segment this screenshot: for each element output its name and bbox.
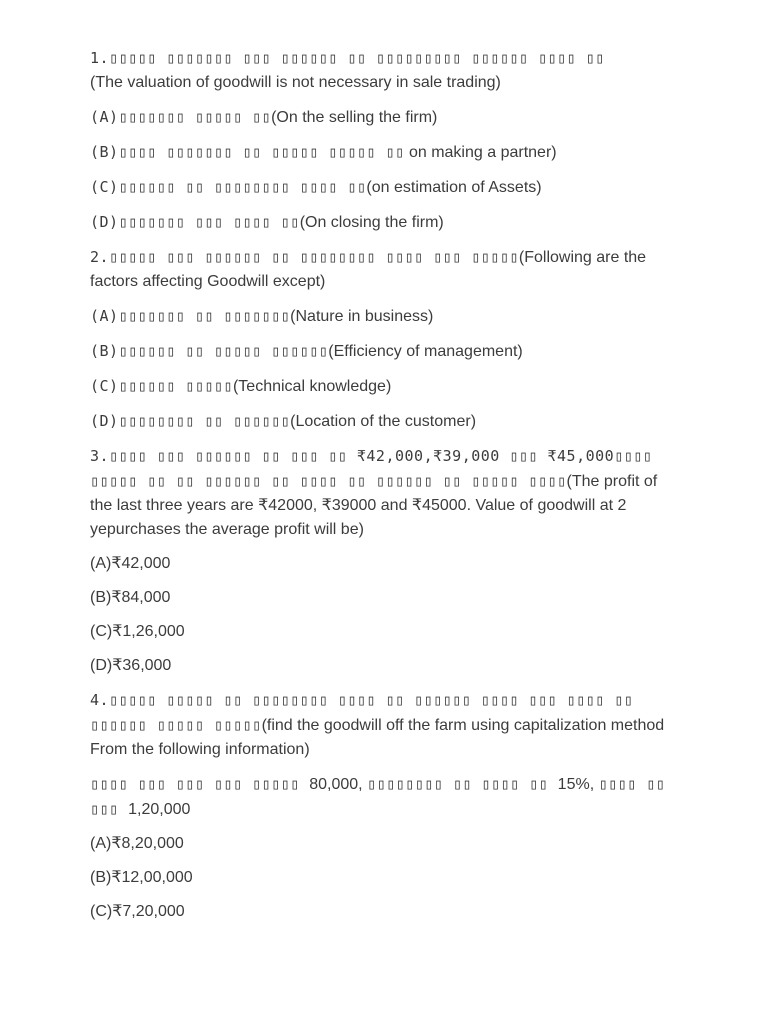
option-text-english: (Nature in business): [290, 308, 434, 325]
question-4-information: [90, 772, 680, 822]
question-3-option-b: [90, 586, 680, 610]
option-text: (C)₹7,20,000: [90, 903, 185, 920]
option-label-hindi: (A)▯▯▯▯▯▯▯ ▯▯▯▯▯ ▯▯: [90, 108, 272, 126]
option-text-english: (On the selling the firm): [271, 109, 438, 126]
option-text: (B)₹84,000: [90, 589, 171, 606]
info-value-3: 1,20,000: [128, 801, 191, 818]
question-2: [90, 245, 680, 294]
question-4-option-a: [90, 832, 680, 856]
document-page: [90, 46, 680, 934]
info-hindi-2: ▯▯▯▯▯▯▯▯ ▯▯ ▯▯▯▯ ▯▯: [367, 775, 558, 793]
option-text: (A)₹42,000: [90, 555, 171, 572]
option-text: (B)₹12,00,000: [90, 869, 193, 886]
option-text-english: (On closing the firm): [299, 214, 444, 231]
option-label-hindi: (C)▯▯▯▯▯▯ ▯▯▯▯▯: [90, 377, 233, 395]
question-1-option-c: [90, 175, 680, 200]
question-3-text-english: (The profit of the last three years are ₹42000, ₹39000 and ₹45000. Value of goodwill at 2 yepurchases the average profit will be): [90, 473, 658, 538]
option-label-hindi: (B)▯▯▯▯▯▯ ▯▯ ▯▯▯▯▯ ▯▯▯▯▯▯: [90, 342, 329, 360]
option-text-english: (Location of the customer): [290, 413, 477, 430]
option-label-hindi: (B)▯▯▯▯ ▯▯▯▯▯▯▯ ▯▯ ▯▯▯▯▯ ▯▯▯▯▯ ▯▯: [90, 143, 405, 161]
option-text-english: (on estimation of Assets): [366, 179, 542, 196]
question-1-option-b: [90, 140, 680, 165]
question-2-option-c: [90, 374, 680, 399]
question-1-option-a: [90, 105, 680, 130]
question-3-option-d: [90, 654, 680, 678]
question-4-text-english: (find the goodwill off the farm using capitalization method From the following information): [90, 717, 665, 758]
option-label-hindi: (C)▯▯▯▯▯▯ ▯▯ ▯▯▯▯▯▯▯▯ ▯▯▯▯ ▯▯: [90, 178, 367, 196]
option-text-english: on making a partner): [404, 144, 557, 161]
info-hindi-1: ▯▯▯▯ ▯▯▯ ▯▯▯ ▯▯▯ ▯▯▯▯▯: [90, 775, 310, 793]
question-3-option-a: [90, 552, 680, 576]
question-1-option-d: [90, 210, 680, 235]
option-text-english: (Technical knowledge): [232, 378, 392, 395]
question-4-option-c: [90, 900, 680, 924]
question-2-text-english: (Following are the factors affecting Goodwill except): [90, 249, 647, 290]
option-text: (D)₹36,000: [90, 657, 172, 674]
question-2-text-hindi: 2.▯▯▯▯▯ ▯▯▯ ▯▯▯▯▯▯ ▯▯ ▯▯▯▯▯▯▯▯ ▯▯▯▯ ▯▯▯ ▯▯▯▯▯: [90, 248, 519, 266]
question-2-option-b: [90, 339, 680, 364]
question-2-option-d: [90, 409, 680, 434]
option-text: (C)₹1,26,000: [90, 623, 185, 640]
option-text: (A)₹8,20,000: [90, 835, 184, 852]
question-1-text-english: (The valuation of goodwill is not necessary in sale trading): [90, 74, 501, 91]
question-1: [90, 46, 680, 95]
question-4-text-hindi: 4.▯▯▯▯▯ ▯▯▯▯▯ ▯▯ ▯▯▯▯▯▯▯▯ ▯▯▯▯ ▯▯ ▯▯▯▯▯▯ ▯▯▯▯ ▯▯▯ ▯▯▯▯ ▯▯ ▯▯▯▯▯▯ ▯▯▯▯▯ ▯▯▯▯▯: [90, 691, 634, 734]
option-label-hindi: (D)▯▯▯▯▯▯▯▯ ▯▯ ▯▯▯▯▯▯: [90, 412, 291, 430]
question-4: [90, 688, 680, 762]
info-hindi-3: ▯▯▯▯ ▯▯ ▯▯▯: [90, 775, 666, 818]
question-3-text-hindi: 3.▯▯▯▯ ▯▯▯ ▯▯▯▯▯▯ ▯▯ ▯▯▯ ▯▯ ₹42,000,₹39,000 ▯▯▯ ₹45,000▯▯▯▯ ▯▯▯▯▯ ▯▯ ▯▯ ▯▯▯▯▯▯ ▯▯ ▯▯▯▯ ▯▯ ▯▯▯▯▯▯ ▯▯ ▯▯▯▯▯ ▯▯▯▯: [90, 447, 653, 490]
question-4-option-b: [90, 866, 680, 890]
question-3: [90, 444, 680, 542]
question-3-option-c: [90, 620, 680, 644]
option-text-english: (Efficiency of management): [328, 343, 523, 360]
option-label-hindi: (A)▯▯▯▯▯▯▯ ▯▯ ▯▯▯▯▯▯▯: [90, 307, 291, 325]
info-value-1: 80,000,: [309, 776, 368, 793]
question-2-option-a: [90, 304, 680, 329]
question-1-text-hindi: 1.▯▯▯▯▯ ▯▯▯▯▯▯▯ ▯▯▯ ▯▯▯▯▯▯ ▯▯ ▯▯▯▯▯▯▯▯▯ ▯▯▯▯▯▯ ▯▯▯▯ ▯▯: [90, 49, 605, 67]
info-value-2: 15%,: [557, 776, 599, 793]
option-label-hindi: (D)▯▯▯▯▯▯▯ ▯▯▯ ▯▯▯▯ ▯▯: [90, 213, 300, 231]
